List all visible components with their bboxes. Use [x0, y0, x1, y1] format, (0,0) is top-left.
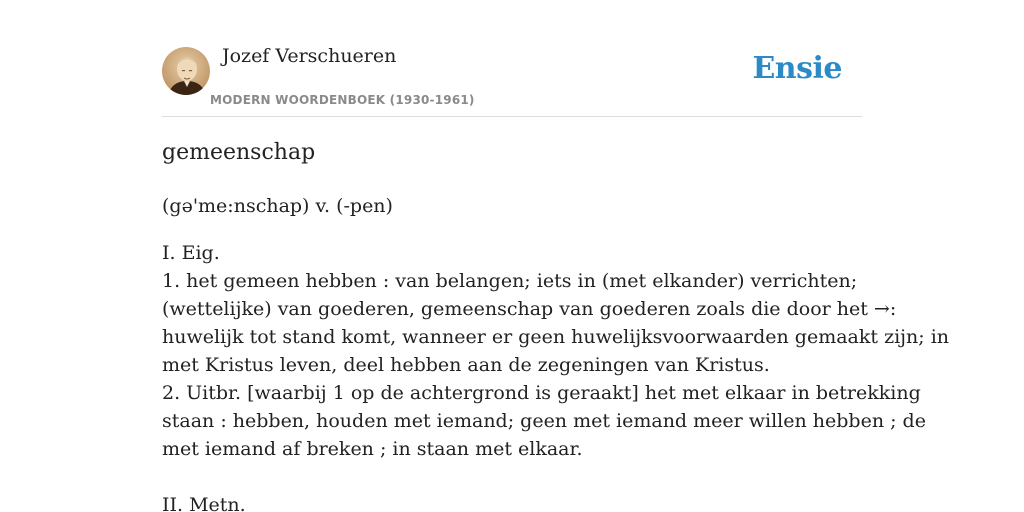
paragraph-gap: [162, 463, 862, 491]
author-portrait-icon: [162, 47, 210, 95]
source-label: MODERN WOORDENBOEK (1930-1961): [210, 93, 475, 107]
definition-line: huwelijk tot stand komt, wanneer er geen huwelijksvoorwaarden gemaakt zijn; in: [162, 326, 950, 348]
definition-line: 1. het gemeen hebben : van belangen; iets in (met elkander) verrichten;: [162, 270, 858, 292]
page-container: [162, 0, 950, 512]
author-name[interactable]: Jozef Verschueren: [222, 45, 397, 67]
definition-line: met Kristus leven, deel hebben aan de zegeningen van Kristus.: [162, 354, 770, 376]
brand-logo[interactable]: Ensie: [752, 51, 842, 86]
header: [162, 0, 862, 117]
entry-pronunciation: (gə'me:nschap) v. (-pen): [162, 195, 393, 217]
definition-line: I. Eig.: [162, 242, 220, 264]
author-avatar[interactable]: [162, 47, 210, 95]
definition-line: 2. Uitbr. [waarbij 1 op de achtergrond is geraakt] het met elkaar in betrekking: [162, 382, 921, 404]
entry-headword: gemeenschap: [162, 140, 316, 165]
definition-line: met iemand af breken ; in staan met elkaar.: [162, 438, 583, 460]
definition-line: staan : hebben, houden met iemand; geen met iemand meer willen hebben ; de: [162, 410, 926, 432]
entry-definition: [162, 239, 950, 512]
section-heading: II. Metn.: [162, 494, 246, 512]
definition-line: (wettelijke) van goederen, gemeenschap van goederen zoals die door het →:: [162, 298, 897, 320]
